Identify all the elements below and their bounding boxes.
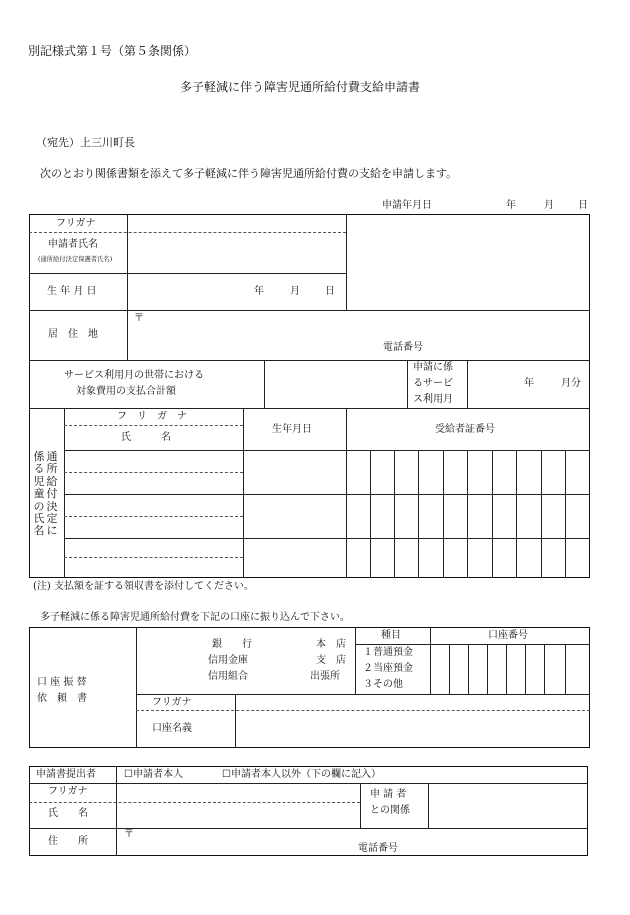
month-label-line2: るサービ xyxy=(413,378,453,389)
addressee: （宛先）上三川町長 xyxy=(36,136,135,149)
applicant-furigana-label: フリガナ xyxy=(56,218,96,229)
bank-instruction: 多子軽減に係る障害児通所給付費を下記の口座に振り込んで下さい。 xyxy=(40,612,350,623)
account-kind-header: 種目 xyxy=(381,630,401,641)
child-birthdate-header: 生年月日 xyxy=(272,424,312,435)
intro-text: 次のとおり関係書類を添えて多子軽減に伴う障害児通所給付費の支給を申請します。 xyxy=(40,167,458,180)
birth-month-unit: 月 xyxy=(290,286,300,297)
bank-type-credit-cooperative: 信用組合 xyxy=(208,671,248,682)
application-date-label: 申請年月日 xyxy=(382,200,432,211)
submitter-furigana-label: フリガナ xyxy=(48,786,88,797)
branch-type-office: 出張所 xyxy=(310,671,340,682)
service-year-unit: 年 xyxy=(524,378,534,389)
account-kind-ordinary: １普通預金 xyxy=(363,647,413,658)
account-kind-checking: ２当座預金 xyxy=(363,663,413,674)
child-furigana-header: フ リ ガ ナ xyxy=(117,411,187,422)
account-kind-other: ３その他 xyxy=(363,679,403,690)
month-label-line3: ス利用月 xyxy=(413,394,453,405)
application-date-year: 年 xyxy=(506,200,516,211)
address-label: 居 住 地 xyxy=(48,329,98,340)
children-side-label-col1: 通所給付決定に xyxy=(46,450,58,538)
form-number: 別記様式第１号（第５条関係） xyxy=(28,44,197,58)
receipt-note: (注) 支払額を証する領収書を添付してください。 xyxy=(33,581,254,592)
account-holder-label: 口座名義 xyxy=(152,723,192,734)
submitter-postal-mark: 〒 xyxy=(124,829,134,840)
month-label-line1: 申請に係 xyxy=(413,362,453,373)
birthdate-label: 生 年 月 日 xyxy=(47,286,97,297)
cost-label-line1: サービス利用月の世帯における xyxy=(64,370,204,381)
applicant-name-sublabel: (通所給付決定保護者氏名) xyxy=(38,256,113,263)
submitter-phone-label: 電話番号 xyxy=(358,843,398,854)
relation-label-line2: との関係 xyxy=(370,805,410,816)
applicant-name-label: 申請者氏名 xyxy=(48,239,98,250)
bank-type-bank: 銀 行 xyxy=(212,639,252,650)
account-furigana-label: フリガナ xyxy=(152,697,192,708)
cost-label-line2: 対象費用の支払合計額 xyxy=(76,386,176,397)
child-name-header: 氏 名 xyxy=(121,432,171,443)
address-postal-mark: 〒 xyxy=(134,313,144,324)
birth-year-unit: 年 xyxy=(254,286,264,297)
submitter-option-self[interactable]: ☐申請者本人 xyxy=(124,769,183,780)
account-number-header: 口座番号 xyxy=(488,630,528,641)
form-title: 多子軽減に伴う障害児通所給付費支給申請書 xyxy=(180,80,421,94)
certificate-number-header: 受給者証番号 xyxy=(435,424,495,435)
bank-type-credit-union: 信用金庫 xyxy=(208,655,248,666)
bank-section-label-line2: 依 頼 書 xyxy=(37,693,87,704)
birth-day-unit: 日 xyxy=(325,286,335,297)
submitter-label: 申請書提出者 xyxy=(36,769,96,780)
bank-section-label-line1: 口 座 振 替 xyxy=(37,677,87,688)
application-date-month: 月 xyxy=(544,200,554,211)
submitter-option-other[interactable]: ☐申請者本人以外（下の欄に記入） xyxy=(222,769,381,780)
submitter-name-label: 氏 名 xyxy=(48,808,88,819)
service-month-unit: 月分 xyxy=(561,378,581,389)
relation-label-line1: 申 請 者 xyxy=(370,789,407,800)
application-date-day: 日 xyxy=(578,200,588,211)
address-phone-label: 電話番号 xyxy=(383,342,423,353)
submitter-address-label: 住 所 xyxy=(48,836,88,847)
branch-type-head: 本 店 xyxy=(316,639,346,650)
children-side-label-col2: 係る児童の氏名 xyxy=(33,450,45,538)
branch-type-branch: 支 店 xyxy=(316,655,346,666)
